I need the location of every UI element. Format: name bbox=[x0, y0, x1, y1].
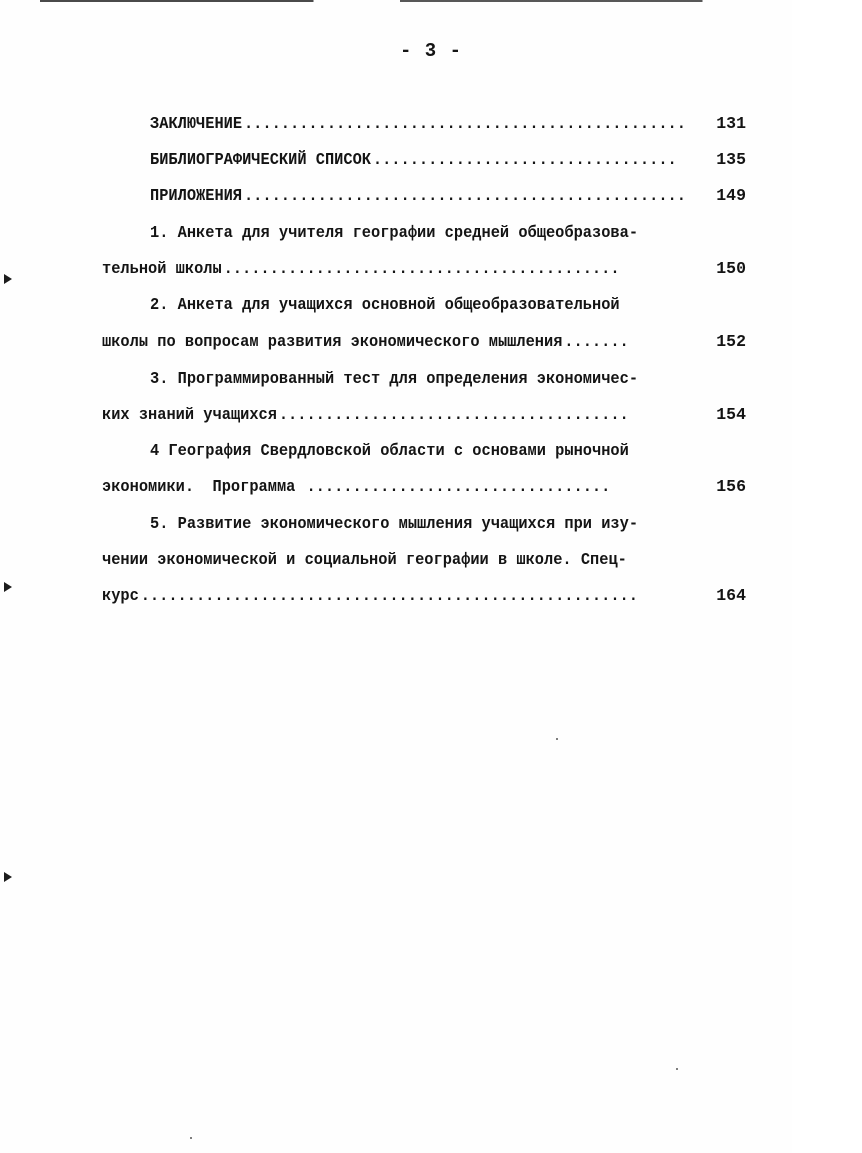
toc-page-number: 131 bbox=[716, 114, 746, 133]
dot-leader: ....... bbox=[564, 332, 629, 351]
scan-margin-mark bbox=[4, 274, 12, 284]
toc-entry-appendix-5[interactable] bbox=[150, 511, 645, 537]
scan-speck bbox=[556, 738, 558, 740]
toc-entry-title-line: чении экономической и социальной географии в школе. Спец- bbox=[102, 550, 627, 569]
toc-entry-appendix-4[interactable] bbox=[150, 438, 645, 464]
toc-page-number: 164 bbox=[716, 586, 746, 605]
toc-entry-title: БИБЛИОГРАФИЧЕСКИЙ СПИСОК bbox=[150, 150, 372, 169]
page-number: - 3 - bbox=[399, 40, 462, 62]
toc-page-number: 150 bbox=[716, 259, 746, 278]
scan-margin-mark bbox=[4, 872, 12, 882]
dot-leader: ........................................... bbox=[223, 259, 620, 278]
toc-page-number: 135 bbox=[716, 150, 746, 169]
toc-entry-title-line: школы по вопросам развития экономического мышления bbox=[102, 332, 563, 351]
dot-leader: ................................................ bbox=[243, 114, 686, 133]
toc-entry-appendix-2-cont[interactable] bbox=[102, 329, 641, 355]
toc-entry-appendix-1-cont[interactable] bbox=[102, 256, 641, 282]
toc-page-number: 149 bbox=[716, 186, 746, 205]
dot-leader: ...................................... bbox=[278, 405, 629, 424]
toc-entry-appendix-5-cont-2[interactable] bbox=[102, 583, 641, 609]
toc-page-number: 156 bbox=[716, 477, 746, 496]
toc-entry-appendices[interactable] bbox=[150, 183, 686, 209]
toc-entry-bibliography[interactable] bbox=[150, 147, 677, 173]
scan-speck bbox=[190, 1137, 192, 1139]
dot-leader: ................................. bbox=[372, 150, 677, 169]
toc-entry-title-line: ких знаний учащихся bbox=[102, 405, 277, 424]
toc-entry-appendix-5-cont[interactable] bbox=[102, 547, 641, 573]
toc-page-number: 152 bbox=[716, 332, 746, 351]
toc-page-number: 154 bbox=[716, 405, 746, 424]
toc-entry-title-line: 2. Анкета для учащихся основной общеобразовательной bbox=[150, 295, 620, 314]
toc-entry-title-line: 5. Развитие экономического мышления учащихся при изу- bbox=[150, 514, 639, 533]
scan-speck bbox=[676, 1068, 678, 1070]
toc-entry-title: ЗАКЛЮЧЕНИЕ bbox=[150, 114, 243, 133]
toc-entry-title-line: курс bbox=[102, 586, 139, 605]
dot-leader: ................................................ bbox=[243, 186, 686, 205]
toc-entry-appendix-3[interactable] bbox=[150, 366, 645, 392]
toc-entry-title-line: 1. Анкета для учителя географии средней общеобразова- bbox=[150, 223, 639, 242]
toc-entry-conclusion[interactable] bbox=[150, 111, 686, 137]
toc-entry-appendix-4-cont[interactable] bbox=[102, 474, 641, 500]
dot-leader: ................................. bbox=[306, 477, 611, 496]
toc-entry-appendix-2[interactable] bbox=[150, 292, 645, 318]
scan-margin-mark bbox=[4, 582, 12, 592]
toc-entry-title-line: тельной школы bbox=[102, 259, 222, 278]
toc-entry-title: ПРИЛОЖЕНИЯ bbox=[150, 186, 243, 205]
toc-entry-title-line: 3. Программированный тест для определения экономичес- bbox=[150, 369, 639, 388]
dot-leader: ...................................................... bbox=[140, 586, 638, 605]
toc-entry-appendix-3-cont[interactable] bbox=[102, 402, 641, 428]
toc-entry-appendix-1[interactable] bbox=[150, 220, 645, 246]
toc-entry-title-line: экономики. Программа bbox=[102, 477, 305, 496]
toc-entry-title-line: 4 География Свердловской области с основами рыночной bbox=[150, 441, 629, 460]
